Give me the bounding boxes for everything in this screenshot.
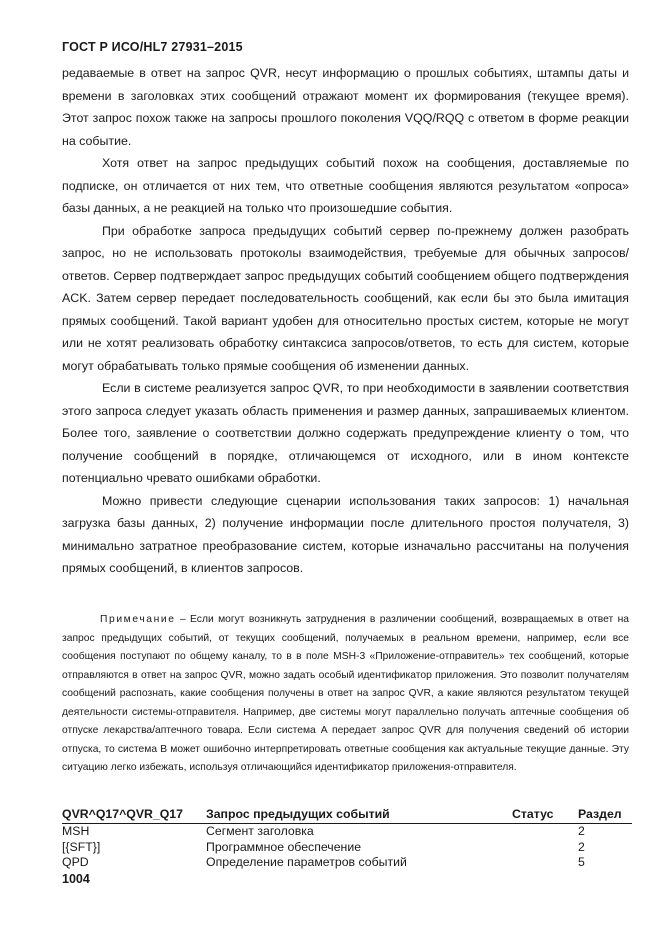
table-cell: Определение параметров событий: [206, 855, 407, 869]
table-cell: QPD: [62, 855, 89, 869]
table-cell: [512, 840, 576, 856]
table-cell: Сегмент заголовка: [206, 824, 314, 838]
table-cell: [512, 855, 576, 871]
note-block: [62, 611, 629, 778]
table-cell: 5: [578, 855, 585, 869]
note-label: Примечание: [100, 614, 176, 625]
page-header-standard-title: ГОСТ Р ИСО/HL7 27931–2015: [62, 40, 243, 54]
table-cell: MSH: [62, 824, 90, 838]
table-row: [62, 855, 632, 871]
paragraph: При обработке запроса предыдущих событий сервер по-прежнему должен разобрать запрос, но не использовать протоколы взаимодействия, требуемые для обычных запросов/ответов. Сервер подтверждает запрос предыдущих событий сообщением общего подтверждения ACK. Затем сервер передает последовательность сообщений, как если бы это была имитация прямых сообщений. Такой вариант удобен для относительно простых систем, которые не могут или не хотят реализовать обработку синтаксиса запросов/ответов, то есть для систем, которые могут обрабатывать только прямые сообщения об изменении данных.: [62, 223, 629, 373]
paragraph: Если в системе реализуется запрос QVR, то при необходимости в заявлении соответствия этого запроса следует указать область применения и размер данных, запрашиваемых клиентом. Более того, заявление о соответствии должно содержать предупреждение клиенту о том, что получение сообщений в порядке, отличающемся от исходного, или в ином контексте потенциально чревато ошибками обработки.: [62, 381, 629, 485]
paragraph: Хотя ответ на запрос предыдущих событий похож на сообщения, доставляемые по подписке, он отличается от них тем, что ответные сообщения являются результатом «опроса» базы данных, а не реакцией на только что произошедшие события.: [62, 156, 629, 215]
column-header: Статус: [512, 806, 576, 824]
column-header: Раздел: [576, 806, 632, 824]
table-cell: 2: [578, 839, 585, 854]
column-header: QVR^Q17^QVR_Q17: [62, 806, 206, 824]
table-header-row: [62, 806, 632, 824]
table-cell: 2: [578, 824, 585, 838]
note-text: – Если могут возникнуть затруднения в различении сообщений, возвращаемых в ответ на запрос предыдущих событий, от текущих сообщений, получаемых в реальном времени, например, если все сообщения поступают по общему каналу, то в в поле MSH-3 «Приложение-отправитель» тех сообщений, которые отправляются в ответ на запрос QVR, можно задать особый идентификатор приложения. Это позволит получателям сообщений распознать, какие сообщения получены в ответ на запрос QVR, а какие являются результатом текущей деятельности системы-отправителя. Например, две системы могут параллельно получать аптечные сообщения об отпуске лекарства/аптечного товара. Если система A передает запрос QVR для получения сведений об истории отпуска, то система B может ошибочно интерпретировать ответные сообщения как актуальные текущие данные. Эту ситуацию легко избежать, используя отличающийся идентификатор приложения-отправителя.: [62, 614, 629, 773]
table-cell: [{SFT}]: [62, 839, 101, 854]
table-cell: [512, 824, 576, 840]
paragraph: Можно привести следующие сценарии использования таких запросов: 1) начальная загрузка базы данных, 2) получение информации после длительного простоя получателя, 3) минимально затратное преобразование систем, которые изначально рассчитаны на получения прямых сообщений, в клиентов запросов.: [62, 493, 629, 575]
paragraph: редаваемые в ответ на запрос QVR, несут информацию о прошлых событиях, штампы даты и времени в заголовках этих сообщений отражают момент их формирования (текущее время). Этот запрос похож также на запросы прошлого поколения VQQ/RQQ с ответом в форме реакции на событие.: [62, 66, 629, 148]
table-row: [62, 824, 632, 840]
page-number: 1004: [62, 872, 90, 886]
column-header: Запрос предыдущих событий: [206, 806, 512, 824]
body-text: [62, 62, 629, 580]
message-structure-table: [62, 806, 632, 871]
table-row: [62, 840, 632, 856]
table-cell: Программное обеспечение: [206, 839, 362, 854]
